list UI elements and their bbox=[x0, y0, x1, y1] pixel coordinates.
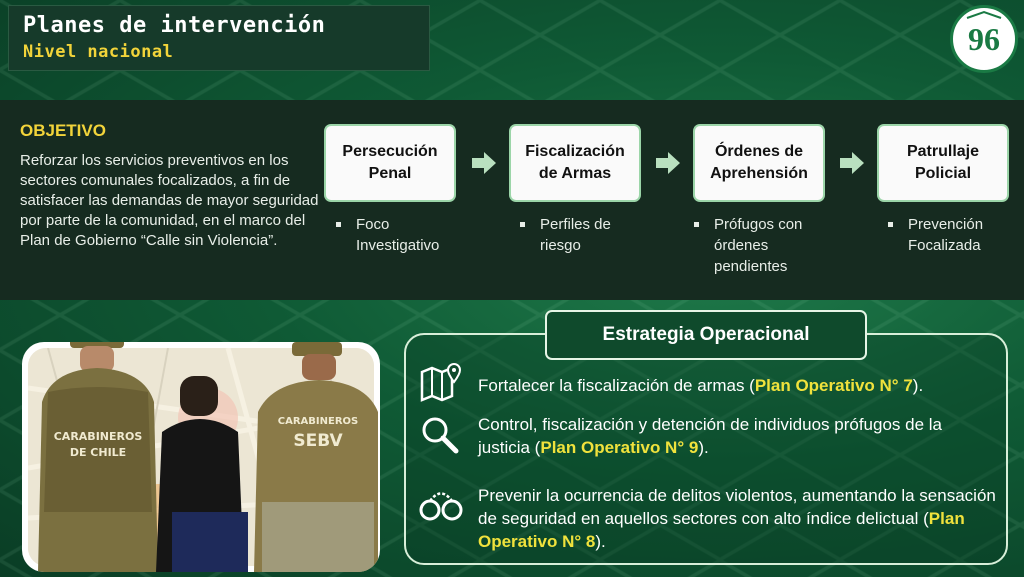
arrow-right-icon bbox=[838, 150, 866, 176]
title-banner bbox=[8, 5, 430, 71]
vest-left-label: DE CHILE bbox=[69, 446, 127, 459]
step-bullet: Prófugos con órdenes pendientes bbox=[690, 214, 850, 277]
strategy-item: Control, fiscalización y detención de individuos prófugos de la justicia (Plan Operativo N° 9). bbox=[478, 415, 942, 457]
strategy-item: Fortalecer la fiscalización de armas (Plan Operativo N° 7). bbox=[478, 376, 924, 395]
objective-text: Reforzar los servicios preventivos en los sectores comunales focalizados, a fin de satisfacer las demandas de mayor seguridad por parte de la comunidad, en el marco del Plan de Gobierno “Calle sin Violencia”. bbox=[20, 152, 319, 249]
vest-right-label: CARABINEROS bbox=[277, 416, 359, 427]
objective-title: OBJETIVO bbox=[20, 121, 106, 140]
vest-right-label: SEBV bbox=[293, 431, 343, 451]
strategy-title: Estrategia Operacional bbox=[545, 310, 867, 360]
step-patrullaje: Patrullaje Policial bbox=[877, 124, 1009, 202]
step-ordenes: Órdenes de Aprehensión bbox=[693, 124, 825, 202]
anniversary-logo bbox=[950, 5, 1018, 73]
plan-label: Plan Operativo N° 8 bbox=[478, 509, 965, 551]
magnifier-icon bbox=[418, 414, 464, 454]
page-subtitle: Nivel nacional bbox=[23, 42, 174, 62]
vest-left-label: CARABINEROS bbox=[53, 430, 143, 443]
plan-label: Plan Operativo N° 7 bbox=[754, 376, 913, 395]
arrow-right-icon bbox=[654, 150, 682, 176]
plan-label: Plan Operativo N° 9 bbox=[540, 438, 699, 457]
step-fiscalizacion: Fiscalización de Armas bbox=[509, 124, 641, 202]
page-title: Planes de intervención bbox=[23, 13, 326, 38]
step-bullet: Foco Investigativo bbox=[332, 214, 492, 256]
strategy-item: Prevenir la ocurrencia de delitos violentos, aumentando la sensación de seguridad en aquellos sectores con alto índice delictual (Plan Operativo N° 8). bbox=[478, 486, 996, 551]
handcuffs-icon bbox=[418, 484, 464, 524]
step-bullet: Perfiles de riesgo bbox=[516, 214, 676, 256]
step-bullet: Prevención Focalizada bbox=[884, 214, 1024, 256]
arrow-right-icon bbox=[470, 150, 498, 176]
step-persecucion: Persecución Penal bbox=[324, 124, 456, 202]
map-pin-icon bbox=[418, 362, 464, 402]
officers-photo bbox=[22, 342, 380, 572]
logo-number: 96 bbox=[968, 21, 1000, 57]
